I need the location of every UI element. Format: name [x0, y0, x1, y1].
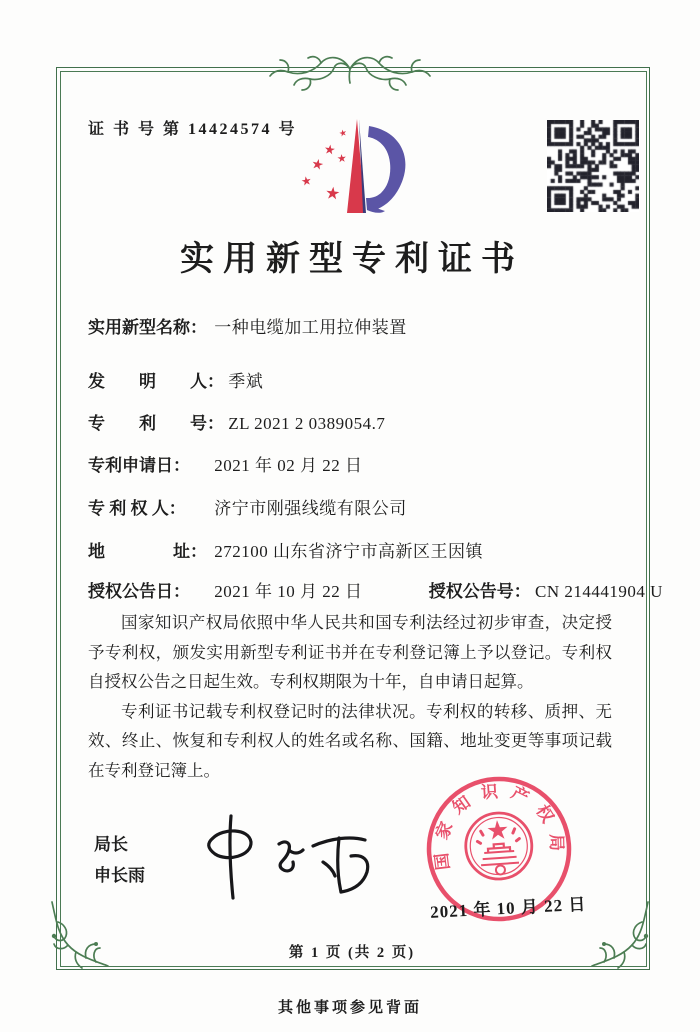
- grant-number-label: 授权公告号：: [428, 582, 531, 601]
- seal-date: 2021 年 10 月 22 日: [429, 894, 587, 922]
- logo-blue-p: [366, 126, 405, 210]
- field-label: 发 明 人：: [88, 372, 224, 391]
- field-row-patentee: [88, 494, 407, 519]
- director-handwritten-signature-icon: [193, 810, 378, 905]
- field-label: 实用新型名称：: [88, 318, 207, 337]
- legal-paragraph-2: 专利证书记载专利权登记时的法律状况。专利权的转移、质押、无效、终止、恢复和专利权人的姓名或名称、国籍、地址变更等事项记载在专利登记簿上。: [88, 701, 612, 780]
- logo-star-icon: ★: [336, 152, 348, 166]
- grant-date-label: 授权公告日：: [88, 582, 190, 601]
- grant-number-value: CN 214441904 U: [535, 582, 663, 601]
- legal-body-text: [88, 608, 612, 785]
- certificate-number: 证 书 号 第 14424574 号: [88, 121, 298, 138]
- seal-text: 国家知识产权局: [430, 781, 567, 872]
- back-side-note: 其他事项参见背面: [277, 1000, 422, 1016]
- field-label: 专利申请日：: [88, 456, 190, 475]
- logo-star-icon: ★: [309, 156, 326, 175]
- field-row-patent-number: [88, 409, 385, 434]
- legal-paragraph-1: 国家知识产权局依照中华人民共和国专利法经过初步审查，决定授予专利权，颁发实用新型专利证书并在专利登记簿上予以登记。专利权自授权公告之日起生效。专利权期限为十年，自申请日起算。: [88, 613, 612, 691]
- logo-star-icon: ★: [323, 141, 337, 158]
- signer-block: [94, 829, 145, 891]
- field-row-address: [88, 537, 483, 562]
- field-value: 272100 山东省济宁市高新区王因镇: [214, 542, 483, 561]
- qr-code-icon: [547, 120, 639, 212]
- field-label: 专 利 权 人：: [88, 499, 186, 518]
- certificate-title: 实用新型专利证书: [180, 241, 524, 278]
- field-value: ZL 2021 2 0389054.7: [228, 414, 386, 433]
- logo-star-icon: ★: [337, 127, 349, 139]
- signer-name: 申长雨: [94, 866, 145, 885]
- seal-national-emblem: [464, 811, 534, 881]
- field-label: 专 利 号：: [88, 414, 224, 433]
- field-row-inventor: [88, 367, 263, 392]
- field-row-filing-date: [88, 451, 363, 476]
- cnipa-logo: [293, 113, 421, 219]
- logo-star-icon: ★: [324, 183, 342, 204]
- field-row-grant-announcement: [88, 577, 663, 602]
- field-row-utility-model-name: [88, 313, 407, 338]
- field-value: 季斌: [228, 372, 264, 391]
- field-label: 地 址：: [88, 542, 207, 561]
- grant-date-value: 2021 年 10 月 22 日: [214, 582, 363, 601]
- page-number: 第 1 页 (共 2 页): [288, 945, 416, 961]
- field-value: 一种电缆加工用拉伸装置: [214, 318, 407, 337]
- field-value: 2021 年 02 月 22 日: [214, 456, 363, 475]
- signer-title: 局长: [94, 835, 128, 854]
- logo-star-icon: ★: [299, 173, 313, 189]
- field-value: 济宁市刚强线缆有限公司: [214, 499, 407, 518]
